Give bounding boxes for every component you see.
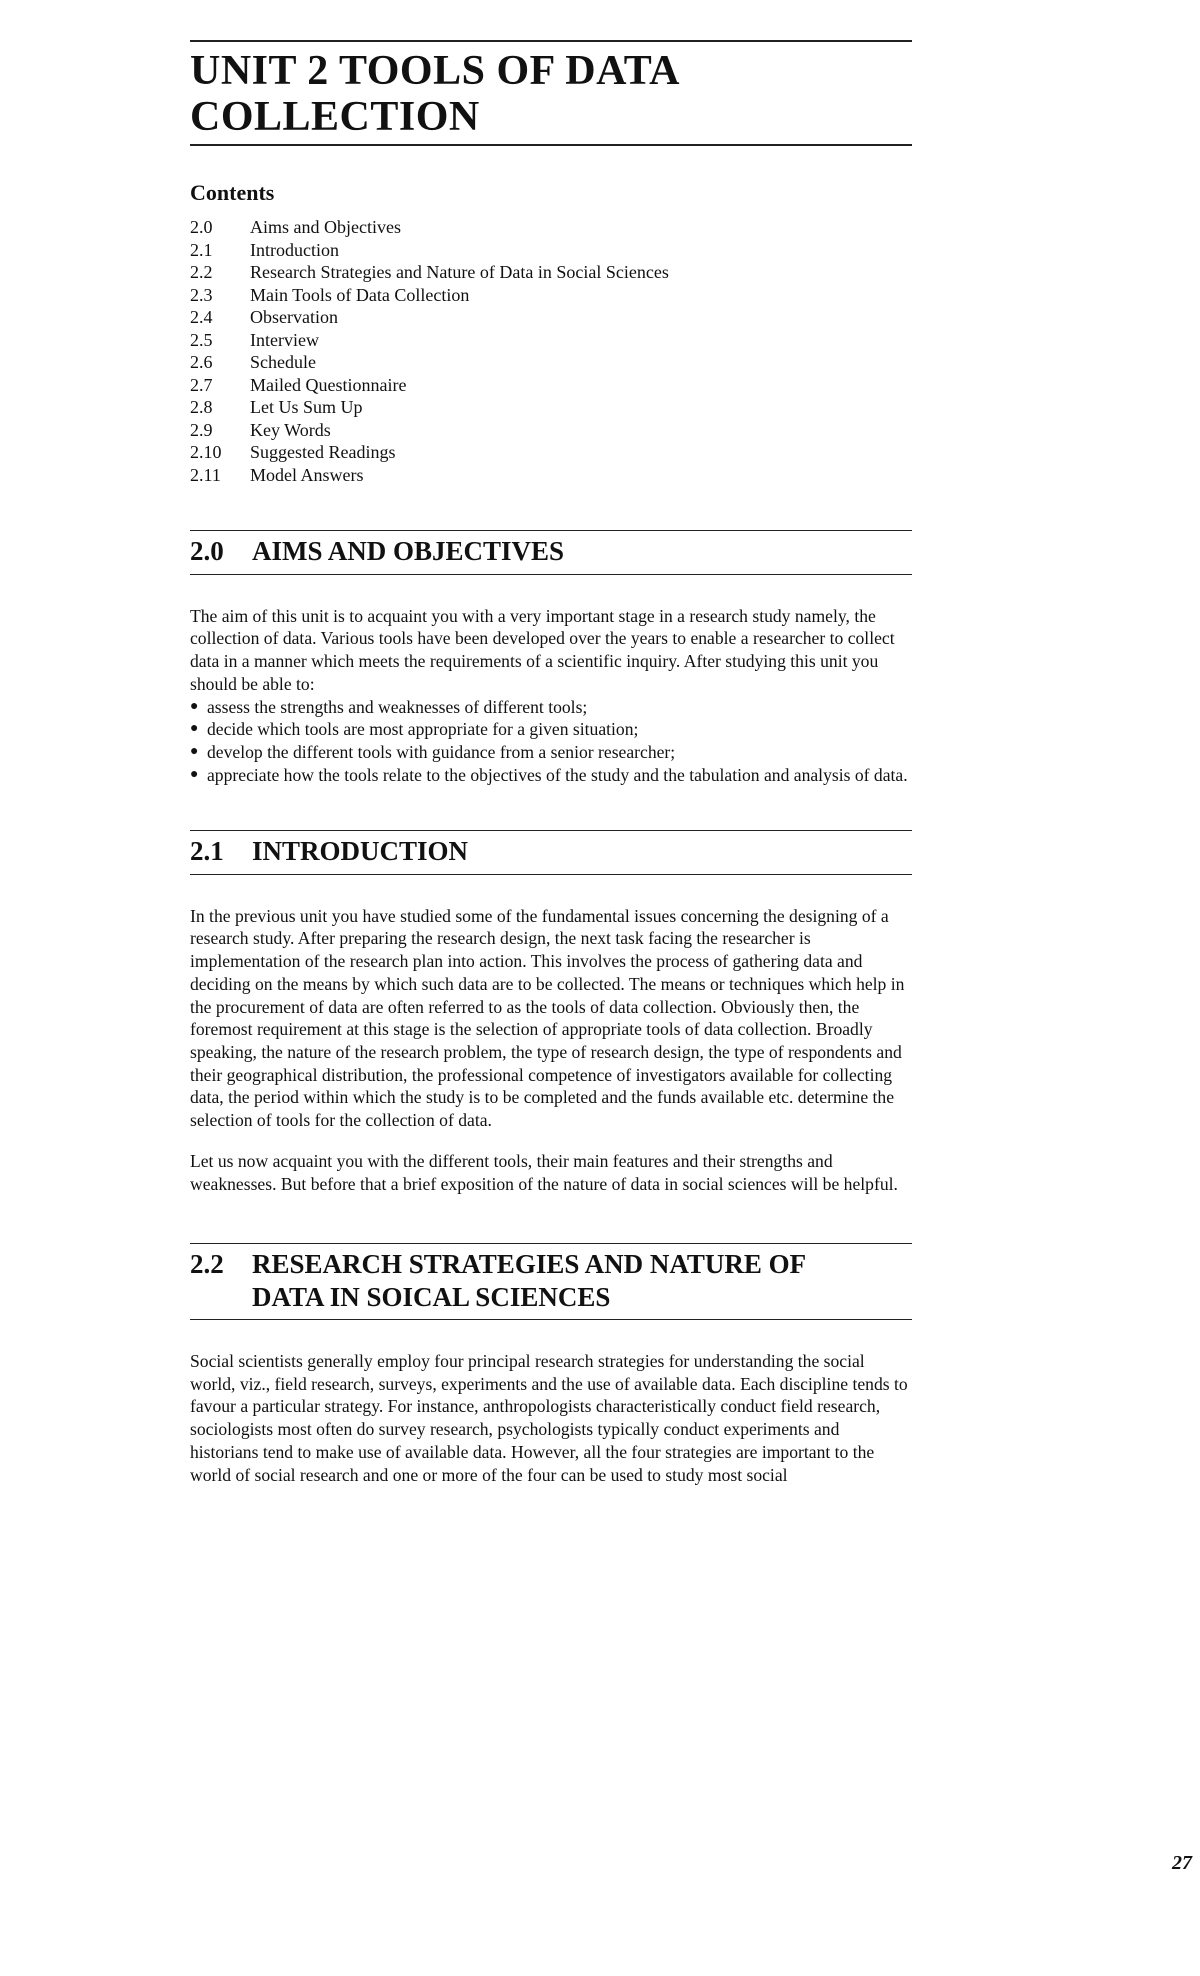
bullet-icon: ● [190,721,199,737]
toc-item-number: 2.9 [190,419,213,440]
page-number: 27 [1172,1852,1192,1874]
table-of-contents [190,216,912,486]
objective-text: decide which tools are most appropriate for a given situation; [207,719,639,740]
section-number: 2.2 [190,1249,224,1280]
toc-item-label: Main Tools of Data Collection [250,284,470,305]
toc-item [190,284,912,307]
toc-item-number: 2.5 [190,329,213,350]
toc-item-label: Suggested Readings [250,442,396,463]
section-number: 2.0 [190,536,224,567]
objective-item [190,764,912,787]
objective-text: develop the different tools with guidance from a senior researcher; [207,741,676,762]
toc-item-number: 2.4 [190,307,213,328]
toc-item-number: 2.10 [190,442,222,463]
toc-item-number: 2.1 [190,239,213,260]
toc-item [190,239,912,262]
objective-item [190,718,912,741]
objective-text: appreciate how the tools relate to the objectives of the study and the tabulation and analysis of data. [207,764,908,785]
introduction-paragraph-1: In the previous unit you have studied some of the fundamental issues concerning the designing of a research study. After preparing the research design, the next task facing the researcher is implementation of the research plan into action. This involves the process of gathering data and deciding on the means by which such data are to be collected. The means or techniques which help in the procurement of data are often referred to as the tools of data collection. Obviously then, the foremost requirement at this stage is the selection of appropriate tools of data collection. Broadly speaking, the nature of the research problem, the type of research design, the type of respondents and their geographical distribution, the professional competence of investigators available for collecting data, the period within which the study is to be completed and the funds available etc. determine the selection of tools for the collection of data. [190,905,905,1131]
toc-item-label: Observation [250,307,338,328]
toc-item-label: Let Us Sum Up [250,397,363,418]
toc-item [190,261,912,284]
section-number: 2.1 [190,836,224,867]
toc-item-label: Aims and Objectives [250,217,401,238]
bullet-icon: ● [190,743,199,759]
toc-item-label: Introduction [250,239,339,260]
toc-item-number: 2.11 [190,464,221,485]
toc-item [190,464,912,487]
research-strategies-paragraph: Social scientists generally employ four principal research strategies for understanding the social world, viz., field research, surveys, experiments and the use of available data. Each discipline tends to favour a particular strategy. For instance, anthropologists characteristically conduct field research, sociologists most often do survey research, psychologists typically conduct experiments and historians tend to make use of available data. However, all the four strategies are important to the world of social research and one or more of the four can be used to study most social [190,1351,908,1485]
toc-item-label: Model Answers [250,464,364,485]
objectives-list [190,696,912,787]
section-title-line-1: RESEARCH STRATEGIES AND NATURE OF [252,1249,807,1280]
toc-item-number: 2.6 [190,352,213,373]
toc-item [190,374,912,397]
toc-item-label: Interview [250,329,319,350]
introduction-paragraph-2: Let us now acquaint you with the different tools, their main features and their strengths and weaknesses. But before that a brief exposition of the nature of data in social sciences will be helpful. [190,1150,898,1194]
section-title [252,1248,806,1313]
document-page [190,40,912,1504]
objective-text: assess the strengths and weaknesses of different tools; [207,696,588,717]
bullet-icon: ● [190,766,199,782]
unit-title: UNIT 2 TOOLS OF DATA COLLECTION [190,40,912,146]
section-title-line-2: DATA IN SOICAL SCIENCES [252,1281,611,1312]
toc-item-number: 2.8 [190,397,213,418]
toc-item [190,351,912,374]
section-title: INTRODUCTION [252,836,469,867]
section-heading-introduction [190,830,912,874]
section-heading-research-strategies [190,1243,912,1320]
bullet-icon: ● [190,698,199,714]
toc-item-number: 2.7 [190,374,213,395]
toc-item-number: 2.3 [190,284,213,305]
section-heading-aims [190,530,912,574]
toc-item-number: 2.0 [190,217,213,238]
objective-item [190,696,912,719]
toc-item [190,419,912,442]
section-title: AIMS AND OBJECTIVES [252,536,565,567]
toc-item-number: 2.2 [190,262,213,283]
contents-heading: Contents [190,180,275,206]
toc-item-label: Mailed Questionnaire [250,374,407,395]
toc-item [190,306,912,329]
toc-item-label: Schedule [250,352,316,373]
objective-item [190,741,912,764]
toc-item [190,329,912,352]
toc-item-label: Research Strategies and Nature of Data in Social Sciences [250,262,669,283]
toc-item-label: Key Words [250,419,331,440]
toc-item [190,216,912,239]
toc-item [190,396,912,419]
toc-item [190,441,912,464]
aims-paragraph: The aim of this unit is to acquaint you with a very important stage in a research study namely, the collection of data. Various tools have been developed over the years to enable a researcher to collect data in a manner which meets the requirements of a scientific inquiry. After studying this unit you should be able to: [190,605,895,694]
